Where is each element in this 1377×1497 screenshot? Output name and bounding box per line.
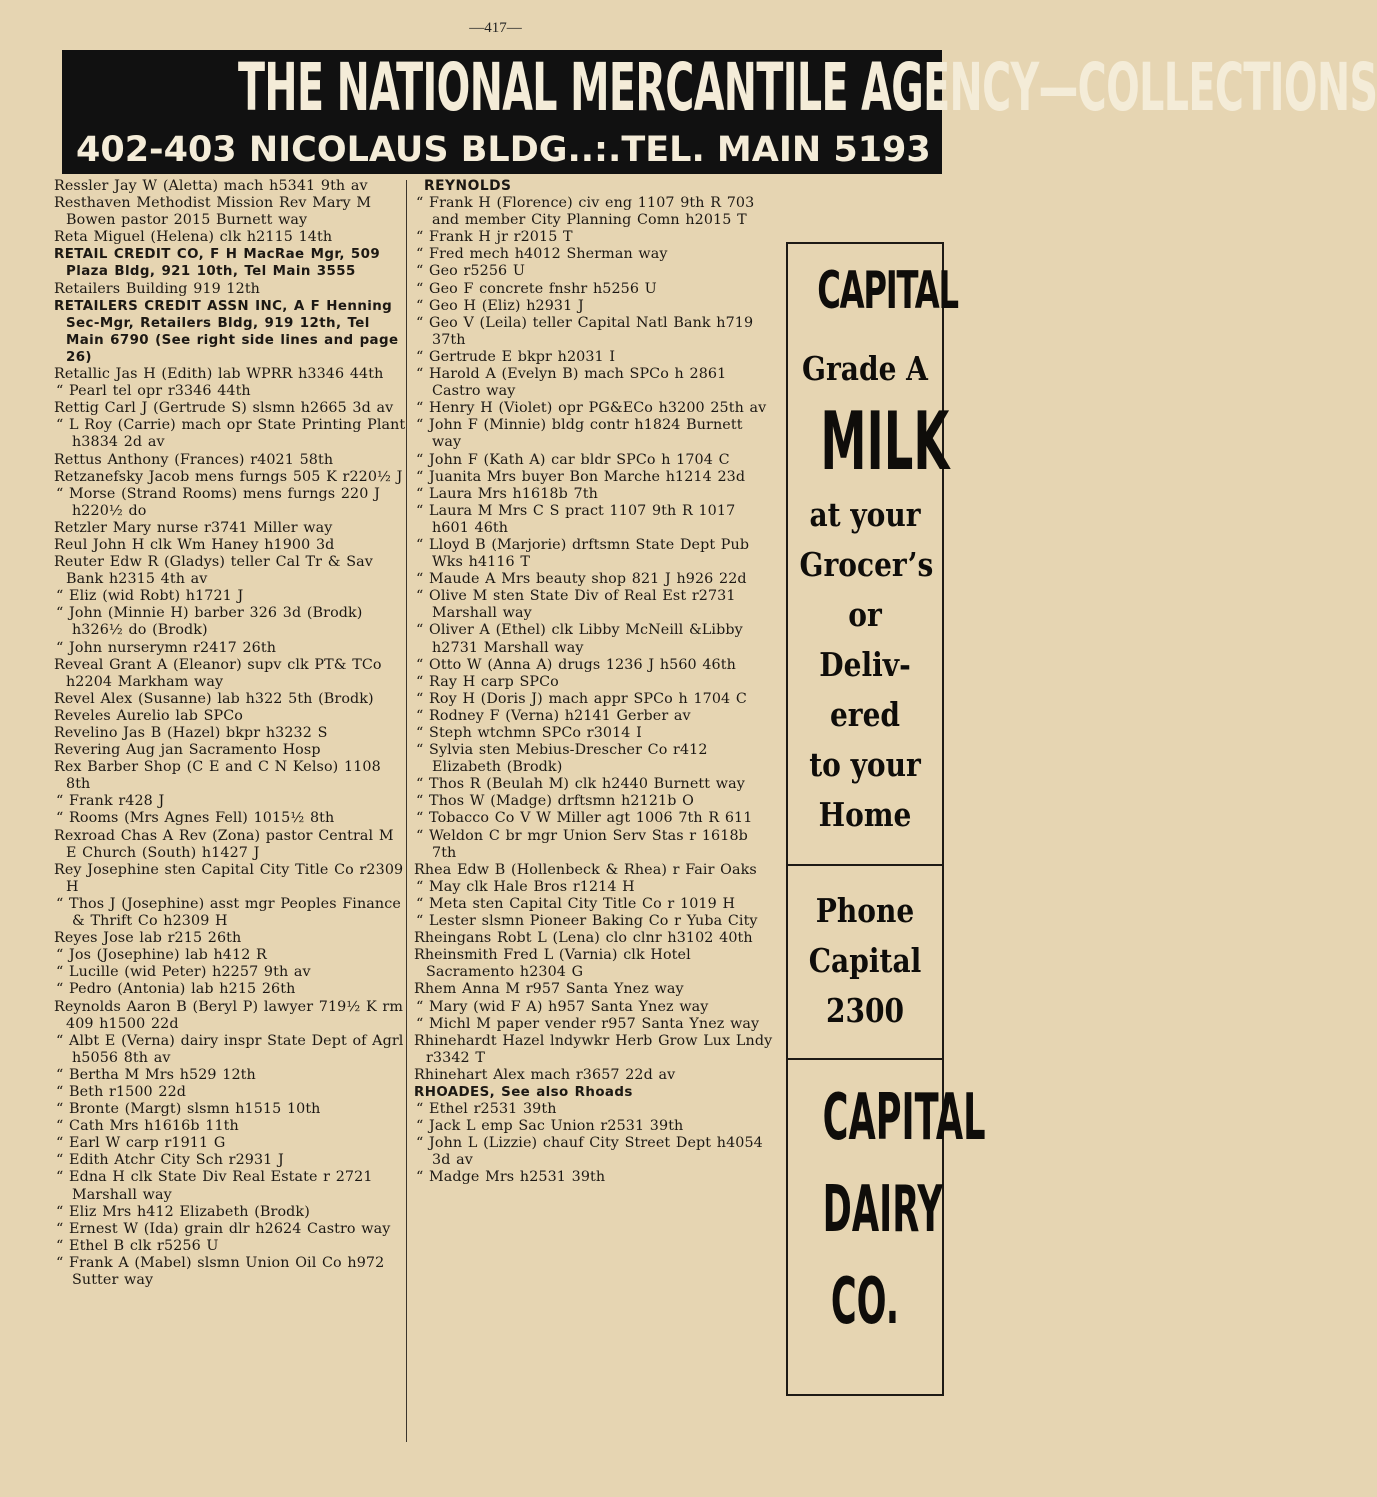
directory-entry: Reul John H clk Wm Haney h1900 3d	[54, 536, 335, 553]
directory-entry: “ Ethel B clk r5256 U	[56, 1237, 219, 1254]
directory-entry: Rettig Carl J (Gertrude S) slsmn h2665 3d av	[54, 400, 394, 417]
middle-directory-column	[412, 178, 774, 1187]
directory-entry: Retailers Building 919 12th	[54, 280, 260, 297]
ad-line-2: Grocer’s	[799, 545, 934, 584]
directory-entry: “ Mary (wid F A) h957 Santa Ynez way	[416, 998, 709, 1015]
directory-entry: “ Lester slsmn Pioneer Baking Co r Yuba City	[416, 913, 758, 930]
directory-entry: Retzanefsky Jacob mens furngs 505 K r220½ J	[54, 468, 403, 485]
directory-entry: Rettus Anthony (Frances) r4021 58th	[54, 451, 334, 468]
directory-entry: “ John F (Minnie) bldg contr h1824 Burnett way	[416, 417, 743, 451]
directory-entry: “ Pedro (Antonia) lab h215 26th	[56, 981, 296, 998]
ad-phone-number: 2300	[825, 991, 905, 1030]
directory-entry: “ Rodney F (Verna) h2141 Gerber av	[416, 707, 691, 724]
banner-phone: TEL. MAIN 5193	[621, 130, 931, 170]
directory-entry: “ Meta sten Capital City Title Co r 1019 H	[416, 895, 736, 912]
directory-entry: “ Maude A Mrs beauty shop 821 J h926 22d	[416, 571, 747, 588]
directory-entry: RETAIL CREDIT CO, F H MacRae Mgr, 509 Plaza Bldg, 921 10th, Tel Main 3555	[54, 247, 381, 280]
middle-entries	[412, 195, 774, 1186]
directory-entry: Rhinehardt Hazel lndywkr Herb Grow Lux Lndy r3342 T	[414, 1032, 773, 1066]
directory-entry: Reveles Aurelio lab SPCo	[54, 707, 243, 724]
directory-entry: “ Morse (Strand Rooms) mens furngs 220 J h220½ do	[56, 485, 380, 519]
directory-entry: “ Geo F concrete fnshr h5256 U	[416, 280, 657, 297]
ad-brand-top: CAPITAL	[817, 261, 958, 321]
directory-entry: “ Henry H (Violet) opr PG&ECo h3200 25th av	[416, 400, 767, 417]
directory-entry: “ Steph wtchmn SPCo r3014 I	[416, 725, 642, 741]
directory-entry: Rhem Anna M r957 Santa Ynez way	[414, 981, 684, 998]
directory-entry: RETAILERS CREDIT ASSN INC, A F Henning Sec-Mgr, Retailers Bldg, 919 12th, Tel Main 6790 (See right side lines and page 26)	[54, 298, 399, 365]
directory-entry: “ Thos J (Josephine) asst mgr Peoples Finance & Thrift Co h2309 H	[56, 895, 401, 930]
directory-entry: Rex Barber Shop (C E and C N Kelso) 1108 8th	[54, 759, 381, 793]
directory-entry: “ Otto W (Anna A) drugs 1236 J h560 46th	[416, 656, 736, 673]
banner-address-line	[76, 130, 931, 170]
directory-entry: Rexroad Chas A Rev (Zona) pastor Central M E Church (South) h1427 J	[54, 827, 394, 861]
directory-entry: Reynolds Aaron B (Beryl P) lawyer 719½ K rm 409 h1500 22d	[54, 998, 403, 1032]
directory-entry: “ Beth r1500 22d	[56, 1083, 187, 1100]
directory-entry: Rheingans Robt L (Lena) clo clnr h3102 40th	[414, 930, 753, 947]
directory-entry: Rhinehart Alex mach r3657 22d av	[414, 1066, 676, 1083]
directory-entry: Rheinsmith Fred L (Varnia) clk Hotel Sacramento h2304 G	[414, 947, 691, 981]
directory-entry: “ Eliz Mrs h412 Elizabeth (Brodk)	[56, 1203, 310, 1220]
ad-product: MILK	[820, 395, 950, 488]
directory-entry: “ Frank r428 J	[56, 793, 165, 810]
column-divider	[406, 180, 407, 1442]
directory-entry: “ John F (Kath A) car bldr SPCo h 1704 C	[416, 451, 730, 468]
page-number: —417—	[469, 20, 522, 36]
directory-entry: Rhea Edw B (Hollenbeck & Rhea) r Fair Oaks	[414, 861, 757, 878]
directory-entry: “ Oliver A (Ethel) clk Libby McNeill &Libby h2731 Marshall way	[416, 622, 743, 656]
directory-entry: “ Thos R (Beulah M) clk h2440 Burnett way	[416, 776, 745, 793]
directory-entry: Retzler Mary nurse r3741 Miller way	[54, 519, 333, 536]
directory-entry: “ Bronte (Margt) slsmn h1515 10th	[56, 1101, 321, 1118]
directory-entry: “ Fred mech h4012 Sherman way	[416, 246, 668, 263]
directory-entry: “ Laura M Mrs C S pract 1107 9th R 1017 h601 46th	[416, 502, 736, 536]
directory-entry: “ L Roy (Carrie) mach opr State Printing Plant h3834 2d av	[56, 417, 406, 451]
ad-line-3: or	[848, 595, 882, 634]
directory-entry: “ Jos (Josephine) lab h412 R	[56, 947, 267, 964]
ad-company-line-3: CO.	[830, 1265, 900, 1339]
directory-entry: “ Harold A (Evelyn B) mach SPCo h 2861 Castro way	[416, 366, 727, 400]
directory-entry: Reveal Grant A (Eleanor) supv clk PT& TCo h2204 Markham way	[54, 656, 382, 690]
directory-entry: “ Madge Mrs h2531 39th	[416, 1169, 606, 1186]
header-banner	[62, 49, 1377, 174]
directory-entry: “ Edna H clk State Div Real Estate r 2721 Marshall way	[56, 1169, 373, 1203]
directory-entry: “ Frank A (Mabel) slsmn Union Oil Co h972 Sutter way	[56, 1254, 385, 1288]
left-directory-column	[52, 178, 408, 1289]
directory-entry: Revelino Jas B (Hazel) bkpr h3232 S	[54, 725, 328, 741]
directory-entry: “ Earl W carp r1911 G	[56, 1135, 226, 1152]
directory-entry: Reyes Jose lab r215 26th	[54, 930, 242, 947]
directory-entry: “ John L (Lizzie) chauf City Street Dept h4054 3d av	[416, 1135, 763, 1169]
directory-entry: Revering Aug jan Sacramento Hosp	[54, 742, 321, 759]
directory-entry: “ John (Minnie H) barber 326 3d (Brodk) h326½ do (Brodk)	[56, 605, 363, 639]
ad-line-5: ered	[829, 695, 901, 734]
directory-entry: Ressler Jay W (Aletta) mach h5341 9th av	[54, 178, 368, 194]
directory-entry: Rey Josephine sten Capital City Title Co r2309 H	[54, 861, 404, 895]
ad-grade: Grade A	[802, 349, 928, 388]
directory-entry: Resthaven Methodist Mission Rev Mary M Bowen pastor 2015 Burnett way	[54, 195, 372, 229]
ad-line-1: at your	[809, 495, 921, 534]
directory-entry: “ Albt E (Verna) dairy inspr State Dept of Agrl h5056 8th av	[56, 1032, 404, 1066]
directory-entry: “ Edith Atchr City Sch r2931 J	[56, 1152, 284, 1169]
directory-entry: “ Geo r5256 U	[416, 263, 525, 280]
directory-entry: “ Sylvia sten Mebius-Drescher Co r412 Elizabeth (Brodk)	[416, 742, 708, 776]
directory-entry: “ Cath Mrs h1616b 11th	[56, 1118, 239, 1135]
ad-line-6: to your	[809, 745, 921, 784]
directory-entry: “ Michl M paper vender r957 Santa Ynez way	[416, 1015, 760, 1032]
directory-entry: “ Olive M sten State Div of Real Est r2731 Marshall way	[416, 588, 736, 622]
directory-entry: RHOADES, See also Rhoads	[414, 1084, 633, 1100]
ad-company-line-2: DAIRY	[822, 1173, 943, 1247]
ad-phone-label: Phone	[815, 891, 915, 930]
directory-entry: “ John nurserymn r2417 26th	[56, 639, 277, 656]
directory-entry: “ Juanita Mrs buyer Bon Marche h1214 23d	[416, 468, 746, 485]
ad-phone-exchange: Capital	[808, 941, 922, 980]
directory-entry: Retallic Jas H (Edith) lab WPRR h3346 44th	[54, 366, 384, 383]
directory-entry: “ Jack L emp Sac Union r2531 39th	[416, 1118, 684, 1135]
directory-entry: “ Pearl tel opr r3346 44th	[56, 383, 251, 400]
directory-entry: “ Weldon C br mgr Union Serv Stas r 1618b 7th	[416, 827, 748, 861]
directory-entry: “ Ethel r2531 39th	[416, 1101, 557, 1118]
ad-line-4: Deliv-	[819, 645, 911, 684]
directory-entry: Revel Alex (Susanne) lab h322 5th (Brodk)	[54, 690, 374, 707]
directory-entry: “ Lucille (wid Peter) h2257 9th av	[56, 964, 311, 981]
banner-address: 402-403 NICOLAUS BLDG.	[76, 130, 581, 170]
directory-entry: “ May clk Hale Bros r1214 H	[416, 878, 635, 895]
banner-title: THE NATIONAL MERCANTILE AGENCY—COLLECTIONS	[238, 49, 1377, 126]
directory-entry: “ Rooms (Mrs Agnes Fell) 1015½ 8th	[56, 810, 335, 827]
directory-entry: “ Frank H (Florence) civ eng 1107 9th R 703 and member City Planning Comn h2015 T	[416, 195, 755, 229]
directory-entry: Reta Miguel (Helena) clk h2115 14th	[54, 229, 333, 246]
directory-entry: “ Roy H (Doris J) mach appr SPCo h 1704 C	[416, 690, 747, 707]
ad-line-7: Home	[818, 795, 912, 834]
directory-entry: “ Ray H carp SPCo	[416, 673, 559, 690]
directory-entry: “ Lloyd B (Marjorie) drftsmn State Dept Pub Wks h4116 T	[416, 536, 750, 571]
directory-entry: “ Laura Mrs h1618b 7th	[416, 485, 598, 502]
directory-entry: Reuter Edw R (Gladys) teller Cal Tr & Sav Bank h2315 4th av	[54, 554, 373, 588]
directory-entry: “ Geo H (Eliz) h2931 J	[416, 297, 584, 314]
directory-entry: “ Ernest W (Ida) grain dlr h2624 Castro way	[56, 1220, 391, 1237]
directory-entry: “ Frank H jr r2015 T	[416, 229, 573, 246]
directory-entry: “ Tobacco Co V W Miller agt 1006 7th R 611	[416, 810, 753, 827]
directory-entry: “ Eliz (wid Robt) h1721 J	[56, 588, 244, 605]
directory-entry: “ Bertha M Mrs h529 12th	[56, 1066, 256, 1083]
column-heading: REYNOLDS	[424, 178, 512, 194]
directory-entry: “ Gertrude E bkpr h2031 I	[416, 348, 616, 365]
directory-entry: “ Thos W (Madge) drftsmn h2121b O	[416, 793, 694, 810]
ad-company-line-1: CAPITAL	[822, 1081, 986, 1155]
directory-entry: “ Geo V (Leila) teller Capital Natl Bank h719 37th	[416, 314, 754, 348]
capital-dairy-advertisement	[786, 242, 986, 1396]
banner-separator: .:.	[580, 130, 622, 170]
